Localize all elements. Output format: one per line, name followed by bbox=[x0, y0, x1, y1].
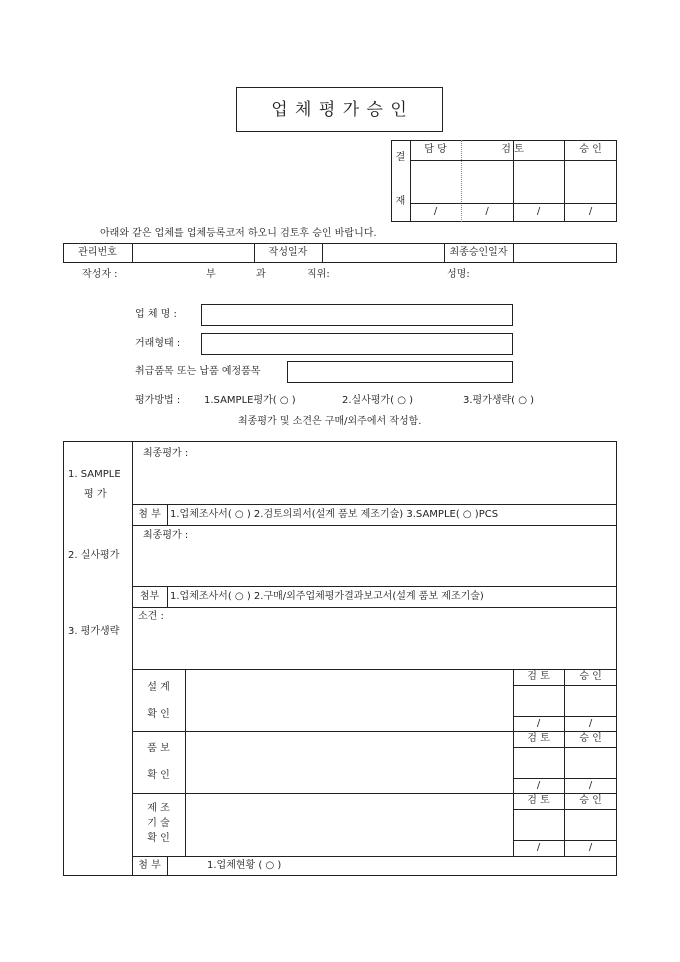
section-label: 과 bbox=[256, 269, 266, 280]
design-confirm-label-2: 확 인 bbox=[147, 709, 170, 720]
name-label: 성명: bbox=[447, 269, 470, 280]
section-omit-label: 3. 평가생략 bbox=[68, 626, 120, 637]
mgmt-no-input[interactable] bbox=[133, 244, 253, 262]
design-date-mark: / bbox=[588, 718, 593, 729]
eval-note: 최종평가 및 소견은 구매/외주에서 작성함. bbox=[238, 416, 422, 427]
approval-date-mark: / bbox=[588, 206, 593, 217]
writer-label: 작성자 : bbox=[82, 269, 118, 280]
inspect-attach-value[interactable]: 1.업체조사서( ○ ) 2.구매/외주업체평가결과보고서(설계 품보 제조기술) bbox=[170, 591, 484, 602]
company-name-input[interactable] bbox=[201, 304, 513, 326]
quality-approve-header: 승 인 bbox=[579, 733, 602, 744]
quality-date-mark: / bbox=[536, 780, 541, 791]
design-confirm-input[interactable] bbox=[186, 670, 512, 730]
approval-date-mark: / bbox=[433, 206, 438, 217]
mfg-confirm-label-1: 제 조 bbox=[147, 803, 170, 814]
approval-side-label-top: 결 bbox=[395, 152, 406, 163]
dept-label: 부 bbox=[206, 269, 216, 280]
section-sample-label: 1. SAMPLE bbox=[68, 469, 121, 480]
eval-method-label: 평가방법 : bbox=[135, 395, 181, 406]
section-inspect-label: 2. 실사평가 bbox=[68, 550, 120, 561]
mfg-date-mark: / bbox=[588, 842, 593, 853]
mgmt-no-label: 관리번호 bbox=[78, 247, 117, 258]
written-date-label: 작성일자 bbox=[268, 247, 308, 258]
eval-option-sample[interactable]: 1.SAMPLE평가( ○ ) bbox=[204, 395, 296, 406]
approval-header-approve: 승 인 bbox=[579, 144, 602, 155]
page-title: 업 체 평 가 승 인 bbox=[271, 100, 408, 120]
section-sample-label-2: 평 가 bbox=[84, 489, 107, 500]
eval-option-inspect[interactable]: 2.실사평가( ○ ) bbox=[342, 395, 414, 406]
mfg-approve-header: 승 인 bbox=[579, 795, 602, 806]
quality-confirm-input[interactable] bbox=[186, 732, 512, 792]
inspect-final-label: 최종평가 : bbox=[143, 530, 189, 541]
approval-date-mark: / bbox=[536, 206, 541, 217]
eval-option-omit[interactable]: 3.평가생략( ○ ) bbox=[463, 395, 535, 406]
approval-side-label-bottom: 재 bbox=[395, 196, 406, 207]
final-attach-value[interactable]: 1.업체현황 ( ○ ) bbox=[207, 860, 282, 871]
quality-confirm-label-2: 확 인 bbox=[147, 770, 170, 781]
final-attach-label: 첨 부 bbox=[138, 860, 161, 871]
written-date-input[interactable] bbox=[323, 244, 443, 262]
final-approval-date-input[interactable] bbox=[514, 244, 616, 262]
omit-opinion-input[interactable] bbox=[133, 624, 616, 668]
quality-review-header: 검 토 bbox=[527, 733, 550, 744]
sample-final-label: 최종평가 : bbox=[143, 448, 189, 459]
items-input[interactable] bbox=[287, 361, 513, 383]
design-date-mark: / bbox=[536, 718, 541, 729]
sample-final-input[interactable] bbox=[133, 462, 616, 503]
position-label: 직위: bbox=[307, 269, 330, 280]
items-label: 취급품목 또는 납품 예정품목 bbox=[135, 366, 261, 377]
intro-text: 아래와 같은 업체를 업체등록코저 하오니 검토후 승인 바랍니다. bbox=[100, 228, 377, 239]
quality-confirm-label-1: 품 보 bbox=[147, 743, 170, 754]
approval-header-manager: 담 당 bbox=[424, 144, 447, 155]
design-approve-header: 승 인 bbox=[579, 671, 602, 682]
design-confirm-label-1: 설 계 bbox=[147, 682, 170, 693]
inspect-final-input[interactable] bbox=[133, 544, 616, 585]
inspect-attach-label: 첨부 bbox=[139, 591, 160, 602]
sample-attach-value[interactable]: 1.업체조사서( ○ ) 2.검토의뢰서(설계 품보 제조기술) 3.SAMPLE( ○ )PCS bbox=[170, 509, 499, 520]
trade-type-input[interactable] bbox=[201, 333, 513, 355]
mfg-confirm-label-3: 확 인 bbox=[147, 833, 170, 844]
sample-attach-label: 첨 부 bbox=[138, 509, 161, 520]
mfg-date-mark: / bbox=[536, 842, 541, 853]
design-review-header: 검 토 bbox=[527, 671, 550, 682]
company-name-label: 업 체 명 : bbox=[135, 309, 177, 320]
approval-date-mark: / bbox=[485, 206, 489, 217]
quality-date-mark: / bbox=[588, 780, 593, 791]
mfg-confirm-input[interactable] bbox=[186, 794, 512, 855]
mfg-review-header: 검 토 bbox=[527, 795, 550, 806]
omit-opinion-label: 소견 : bbox=[138, 611, 164, 622]
final-approval-date-label: 최종승인일자 bbox=[449, 247, 508, 258]
mfg-confirm-label-2: 기 술 bbox=[147, 818, 170, 829]
approval-header-review: 검 토 bbox=[501, 144, 524, 155]
trade-type-label: 거래형태 : bbox=[135, 338, 181, 349]
